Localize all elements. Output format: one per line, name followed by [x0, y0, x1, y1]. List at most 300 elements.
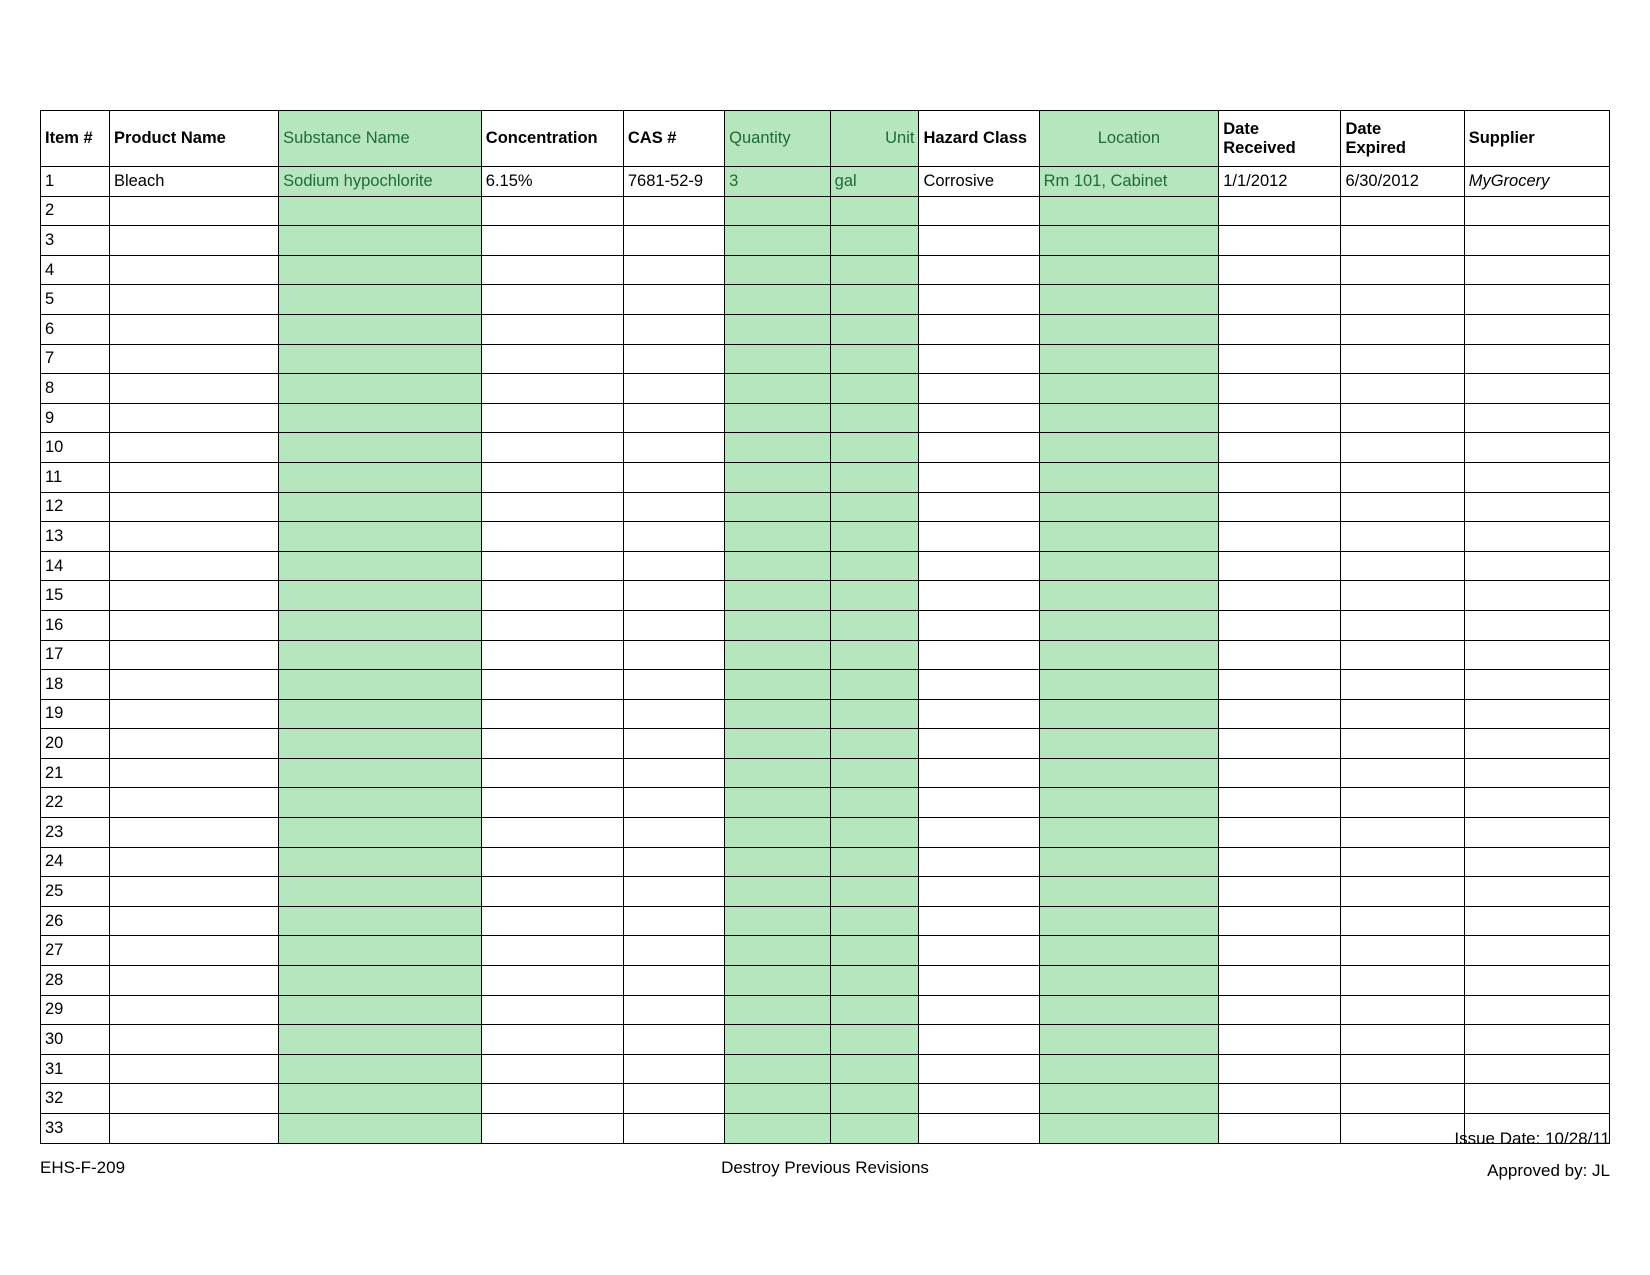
- cell-haz[interactable]: [919, 226, 1039, 256]
- cell-qty[interactable]: [725, 226, 831, 256]
- cell-loc[interactable]: [1039, 285, 1219, 315]
- cell-cas[interactable]: [623, 936, 724, 966]
- cell-drec[interactable]: [1219, 729, 1341, 759]
- cell-conc[interactable]: [481, 344, 623, 374]
- cell-loc[interactable]: [1039, 1025, 1219, 1055]
- cell-cas[interactable]: [623, 610, 724, 640]
- cell-loc[interactable]: [1039, 847, 1219, 877]
- cell-cas[interactable]: [623, 374, 724, 404]
- cell-drec[interactable]: [1219, 374, 1341, 404]
- cell-unit[interactable]: [830, 255, 919, 285]
- cell-supp[interactable]: [1464, 758, 1609, 788]
- cell-product[interactable]: [109, 610, 278, 640]
- cell-loc[interactable]: [1039, 255, 1219, 285]
- cell-haz[interactable]: [919, 758, 1039, 788]
- cell-drec[interactable]: [1219, 285, 1341, 315]
- cell-qty[interactable]: [725, 551, 831, 581]
- cell-drec[interactable]: [1219, 758, 1341, 788]
- cell-loc[interactable]: [1039, 522, 1219, 552]
- cell-unit[interactable]: gal: [830, 167, 919, 197]
- cell-dexp[interactable]: [1341, 640, 1464, 670]
- cell-conc[interactable]: [481, 462, 623, 492]
- cell-unit[interactable]: [830, 581, 919, 611]
- cell-supp[interactable]: [1464, 995, 1609, 1025]
- cell-qty[interactable]: [725, 581, 831, 611]
- cell-drec[interactable]: [1219, 936, 1341, 966]
- cell-qty[interactable]: [725, 729, 831, 759]
- cell-qty[interactable]: [725, 818, 831, 848]
- cell-loc[interactable]: [1039, 492, 1219, 522]
- cell-unit[interactable]: [830, 610, 919, 640]
- cell-supp[interactable]: [1464, 610, 1609, 640]
- cell-supp[interactable]: [1464, 522, 1609, 552]
- cell-haz[interactable]: [919, 551, 1039, 581]
- cell-cas[interactable]: [623, 1054, 724, 1084]
- cell-unit[interactable]: [830, 522, 919, 552]
- cell-qty[interactable]: [725, 374, 831, 404]
- cell-dexp[interactable]: [1341, 1084, 1464, 1114]
- cell-product[interactable]: [109, 433, 278, 463]
- cell-drec[interactable]: [1219, 966, 1341, 996]
- cell-drec[interactable]: [1219, 906, 1341, 936]
- cell-conc[interactable]: [481, 196, 623, 226]
- cell-conc[interactable]: [481, 433, 623, 463]
- cell-unit[interactable]: [830, 818, 919, 848]
- cell-haz[interactable]: [919, 255, 1039, 285]
- cell-dexp[interactable]: [1341, 818, 1464, 848]
- cell-qty[interactable]: [725, 314, 831, 344]
- cell-cas[interactable]: [623, 581, 724, 611]
- cell-subst[interactable]: [279, 670, 482, 700]
- cell-haz[interactable]: [919, 936, 1039, 966]
- cell-subst[interactable]: [279, 699, 482, 729]
- cell-qty[interactable]: [725, 196, 831, 226]
- cell-loc[interactable]: [1039, 877, 1219, 907]
- cell-product[interactable]: [109, 226, 278, 256]
- cell-cas[interactable]: [623, 492, 724, 522]
- cell-qty[interactable]: [725, 610, 831, 640]
- cell-haz[interactable]: [919, 877, 1039, 907]
- cell-supp[interactable]: [1464, 877, 1609, 907]
- cell-dexp[interactable]: [1341, 551, 1464, 581]
- cell-unit[interactable]: [830, 433, 919, 463]
- cell-dexp[interactable]: [1341, 581, 1464, 611]
- cell-conc[interactable]: [481, 906, 623, 936]
- cell-dexp[interactable]: [1341, 729, 1464, 759]
- cell-drec[interactable]: [1219, 196, 1341, 226]
- cell-subst[interactable]: [279, 433, 482, 463]
- cell-conc[interactable]: [481, 522, 623, 552]
- cell-qty[interactable]: [725, 1054, 831, 1084]
- cell-subst[interactable]: [279, 610, 482, 640]
- cell-qty[interactable]: [725, 1084, 831, 1114]
- cell-subst[interactable]: [279, 462, 482, 492]
- cell-drec[interactable]: [1219, 581, 1341, 611]
- cell-conc[interactable]: [481, 788, 623, 818]
- cell-cas[interactable]: [623, 462, 724, 492]
- cell-dexp[interactable]: [1341, 285, 1464, 315]
- cell-dexp[interactable]: [1341, 226, 1464, 256]
- cell-qty[interactable]: [725, 847, 831, 877]
- cell-dexp[interactable]: [1341, 492, 1464, 522]
- cell-product[interactable]: [109, 818, 278, 848]
- cell-loc[interactable]: [1039, 699, 1219, 729]
- cell-supp[interactable]: [1464, 226, 1609, 256]
- cell-product[interactable]: [109, 847, 278, 877]
- cell-drec[interactable]: [1219, 1054, 1341, 1084]
- cell-conc[interactable]: [481, 670, 623, 700]
- cell-subst[interactable]: [279, 581, 482, 611]
- cell-product[interactable]: [109, 551, 278, 581]
- cell-unit[interactable]: [830, 995, 919, 1025]
- cell-cas[interactable]: [623, 877, 724, 907]
- cell-supp[interactable]: [1464, 966, 1609, 996]
- cell-loc[interactable]: [1039, 995, 1219, 1025]
- cell-conc[interactable]: [481, 492, 623, 522]
- cell-qty[interactable]: [725, 492, 831, 522]
- cell-product[interactable]: Bleach: [109, 167, 278, 197]
- cell-conc[interactable]: [481, 966, 623, 996]
- cell-unit[interactable]: [830, 492, 919, 522]
- cell-cas[interactable]: [623, 847, 724, 877]
- cell-unit[interactable]: [830, 906, 919, 936]
- cell-supp[interactable]: [1464, 403, 1609, 433]
- cell-product[interactable]: [109, 314, 278, 344]
- cell-product[interactable]: [109, 285, 278, 315]
- cell-conc[interactable]: [481, 314, 623, 344]
- cell-conc[interactable]: [481, 877, 623, 907]
- cell-unit[interactable]: [830, 758, 919, 788]
- cell-supp[interactable]: [1464, 699, 1609, 729]
- cell-qty[interactable]: [725, 1025, 831, 1055]
- cell-unit[interactable]: [830, 966, 919, 996]
- cell-haz[interactable]: [919, 818, 1039, 848]
- cell-cas[interactable]: [623, 551, 724, 581]
- cell-drec[interactable]: [1219, 314, 1341, 344]
- cell-subst[interactable]: [279, 344, 482, 374]
- cell-dexp[interactable]: [1341, 670, 1464, 700]
- cell-product[interactable]: [109, 522, 278, 552]
- cell-haz[interactable]: [919, 1025, 1039, 1055]
- cell-loc[interactable]: [1039, 226, 1219, 256]
- cell-product[interactable]: [109, 403, 278, 433]
- cell-loc[interactable]: [1039, 610, 1219, 640]
- cell-drec[interactable]: [1219, 344, 1341, 374]
- cell-unit[interactable]: [830, 374, 919, 404]
- cell-loc[interactable]: [1039, 433, 1219, 463]
- cell-unit[interactable]: [830, 1025, 919, 1055]
- cell-loc[interactable]: [1039, 758, 1219, 788]
- cell-dexp[interactable]: [1341, 403, 1464, 433]
- cell-haz[interactable]: [919, 729, 1039, 759]
- cell-supp[interactable]: MyGrocery: [1464, 167, 1609, 197]
- cell-loc[interactable]: [1039, 462, 1219, 492]
- cell-cas[interactable]: [623, 758, 724, 788]
- cell-supp[interactable]: [1464, 492, 1609, 522]
- cell-drec[interactable]: [1219, 670, 1341, 700]
- cell-conc[interactable]: [481, 995, 623, 1025]
- cell-supp[interactable]: [1464, 344, 1609, 374]
- cell-unit[interactable]: [830, 226, 919, 256]
- cell-subst[interactable]: [279, 640, 482, 670]
- cell-subst[interactable]: [279, 995, 482, 1025]
- cell-haz[interactable]: [919, 1054, 1039, 1084]
- cell-drec[interactable]: [1219, 877, 1341, 907]
- cell-product[interactable]: [109, 344, 278, 374]
- cell-supp[interactable]: [1464, 433, 1609, 463]
- cell-qty[interactable]: [725, 522, 831, 552]
- cell-unit[interactable]: [830, 462, 919, 492]
- cell-qty[interactable]: [725, 640, 831, 670]
- cell-cas[interactable]: [623, 699, 724, 729]
- cell-unit[interactable]: [830, 285, 919, 315]
- cell-product[interactable]: [109, 1025, 278, 1055]
- cell-loc[interactable]: [1039, 344, 1219, 374]
- cell-product[interactable]: [109, 462, 278, 492]
- cell-supp[interactable]: [1464, 640, 1609, 670]
- cell-supp[interactable]: [1464, 1054, 1609, 1084]
- cell-qty[interactable]: [725, 285, 831, 315]
- cell-loc[interactable]: [1039, 1084, 1219, 1114]
- cell-dexp[interactable]: [1341, 966, 1464, 996]
- cell-drec[interactable]: [1219, 551, 1341, 581]
- cell-subst[interactable]: [279, 729, 482, 759]
- cell-subst[interactable]: Sodium hypochlorite: [279, 167, 482, 197]
- cell-supp[interactable]: [1464, 285, 1609, 315]
- cell-qty[interactable]: [725, 344, 831, 374]
- cell-conc[interactable]: 6.15%: [481, 167, 623, 197]
- cell-qty[interactable]: [725, 966, 831, 996]
- cell-unit[interactable]: [830, 314, 919, 344]
- cell-dexp[interactable]: [1341, 1054, 1464, 1084]
- cell-subst[interactable]: [279, 847, 482, 877]
- cell-drec[interactable]: [1219, 699, 1341, 729]
- cell-dexp[interactable]: [1341, 610, 1464, 640]
- cell-drec[interactable]: [1219, 522, 1341, 552]
- cell-subst[interactable]: [279, 255, 482, 285]
- cell-supp[interactable]: [1464, 196, 1609, 226]
- cell-dexp[interactable]: [1341, 699, 1464, 729]
- cell-subst[interactable]: [279, 966, 482, 996]
- cell-loc[interactable]: [1039, 640, 1219, 670]
- cell-product[interactable]: [109, 640, 278, 670]
- cell-haz[interactable]: [919, 492, 1039, 522]
- cell-unit[interactable]: [830, 936, 919, 966]
- cell-loc[interactable]: [1039, 670, 1219, 700]
- cell-dexp[interactable]: [1341, 1025, 1464, 1055]
- cell-cas[interactable]: [623, 1084, 724, 1114]
- cell-dexp[interactable]: [1341, 906, 1464, 936]
- cell-haz[interactable]: [919, 433, 1039, 463]
- cell-subst[interactable]: [279, 196, 482, 226]
- cell-qty[interactable]: [725, 788, 831, 818]
- cell-cas[interactable]: [623, 818, 724, 848]
- cell-product[interactable]: [109, 1084, 278, 1114]
- cell-unit[interactable]: [830, 1054, 919, 1084]
- cell-conc[interactable]: [481, 226, 623, 256]
- cell-conc[interactable]: [481, 403, 623, 433]
- cell-conc[interactable]: [481, 699, 623, 729]
- cell-haz[interactable]: [919, 966, 1039, 996]
- cell-unit[interactable]: [830, 403, 919, 433]
- cell-qty[interactable]: [725, 906, 831, 936]
- cell-unit[interactable]: [830, 729, 919, 759]
- cell-cas[interactable]: [623, 1025, 724, 1055]
- cell-unit[interactable]: [830, 1084, 919, 1114]
- cell-dexp[interactable]: [1341, 314, 1464, 344]
- cell-drec[interactable]: [1219, 255, 1341, 285]
- cell-drec[interactable]: [1219, 492, 1341, 522]
- cell-loc[interactable]: [1039, 729, 1219, 759]
- cell-qty[interactable]: [725, 936, 831, 966]
- cell-supp[interactable]: [1464, 551, 1609, 581]
- cell-dexp[interactable]: [1341, 433, 1464, 463]
- cell-dexp[interactable]: [1341, 788, 1464, 818]
- cell-product[interactable]: [109, 995, 278, 1025]
- cell-product[interactable]: [109, 670, 278, 700]
- cell-cas[interactable]: [623, 966, 724, 996]
- cell-loc[interactable]: [1039, 966, 1219, 996]
- cell-subst[interactable]: [279, 788, 482, 818]
- cell-cas[interactable]: [623, 255, 724, 285]
- cell-subst[interactable]: [279, 285, 482, 315]
- cell-cas[interactable]: [623, 906, 724, 936]
- cell-supp[interactable]: [1464, 670, 1609, 700]
- cell-loc[interactable]: [1039, 818, 1219, 848]
- cell-loc[interactable]: [1039, 1054, 1219, 1084]
- cell-unit[interactable]: [830, 788, 919, 818]
- cell-haz[interactable]: [919, 640, 1039, 670]
- cell-subst[interactable]: [279, 877, 482, 907]
- cell-dexp[interactable]: [1341, 462, 1464, 492]
- cell-qty[interactable]: [725, 670, 831, 700]
- cell-dexp[interactable]: [1341, 847, 1464, 877]
- cell-dexp[interactable]: [1341, 758, 1464, 788]
- cell-loc[interactable]: [1039, 403, 1219, 433]
- cell-unit[interactable]: [830, 877, 919, 907]
- cell-product[interactable]: [109, 581, 278, 611]
- cell-unit[interactable]: [830, 640, 919, 670]
- cell-supp[interactable]: [1464, 936, 1609, 966]
- cell-cas[interactable]: [623, 196, 724, 226]
- cell-conc[interactable]: [481, 758, 623, 788]
- cell-product[interactable]: [109, 877, 278, 907]
- cell-conc[interactable]: [481, 729, 623, 759]
- cell-dexp[interactable]: [1341, 877, 1464, 907]
- cell-qty[interactable]: 3: [725, 167, 831, 197]
- cell-haz[interactable]: [919, 462, 1039, 492]
- cell-drec[interactable]: [1219, 640, 1341, 670]
- cell-haz[interactable]: [919, 314, 1039, 344]
- cell-drec[interactable]: [1219, 462, 1341, 492]
- cell-subst[interactable]: [279, 492, 482, 522]
- cell-unit[interactable]: [830, 699, 919, 729]
- cell-drec[interactable]: [1219, 1084, 1341, 1114]
- cell-dexp[interactable]: [1341, 522, 1464, 552]
- cell-qty[interactable]: [725, 462, 831, 492]
- cell-unit[interactable]: [830, 196, 919, 226]
- cell-product[interactable]: [109, 699, 278, 729]
- cell-subst[interactable]: [279, 374, 482, 404]
- cell-conc[interactable]: [481, 1054, 623, 1084]
- cell-dexp[interactable]: [1341, 995, 1464, 1025]
- cell-haz[interactable]: [919, 670, 1039, 700]
- cell-product[interactable]: [109, 1054, 278, 1084]
- cell-drec[interactable]: [1219, 995, 1341, 1025]
- cell-haz[interactable]: [919, 285, 1039, 315]
- cell-drec[interactable]: [1219, 610, 1341, 640]
- cell-loc[interactable]: [1039, 788, 1219, 818]
- cell-qty[interactable]: [725, 758, 831, 788]
- cell-haz[interactable]: [919, 196, 1039, 226]
- cell-conc[interactable]: [481, 551, 623, 581]
- cell-cas[interactable]: [623, 995, 724, 1025]
- cell-cas[interactable]: [623, 433, 724, 463]
- cell-haz[interactable]: Corrosive: [919, 167, 1039, 197]
- cell-loc[interactable]: [1039, 936, 1219, 966]
- cell-product[interactable]: [109, 374, 278, 404]
- cell-qty[interactable]: [725, 877, 831, 907]
- cell-haz[interactable]: [919, 610, 1039, 640]
- cell-product[interactable]: [109, 255, 278, 285]
- cell-drec[interactable]: [1219, 433, 1341, 463]
- cell-cas[interactable]: [623, 788, 724, 818]
- cell-subst[interactable]: [279, 226, 482, 256]
- cell-dexp[interactable]: 6/30/2012: [1341, 167, 1464, 197]
- cell-drec[interactable]: [1219, 818, 1341, 848]
- cell-subst[interactable]: [279, 1054, 482, 1084]
- cell-product[interactable]: [109, 196, 278, 226]
- cell-product[interactable]: [109, 758, 278, 788]
- cell-conc[interactable]: [481, 1084, 623, 1114]
- cell-supp[interactable]: [1464, 1084, 1609, 1114]
- cell-supp[interactable]: [1464, 906, 1609, 936]
- cell-supp[interactable]: [1464, 818, 1609, 848]
- cell-conc[interactable]: [481, 818, 623, 848]
- cell-loc[interactable]: [1039, 906, 1219, 936]
- cell-cas[interactable]: [623, 729, 724, 759]
- cell-supp[interactable]: [1464, 374, 1609, 404]
- cell-qty[interactable]: [725, 699, 831, 729]
- cell-haz[interactable]: [919, 403, 1039, 433]
- cell-dexp[interactable]: [1341, 255, 1464, 285]
- cell-conc[interactable]: [481, 285, 623, 315]
- cell-drec[interactable]: [1219, 403, 1341, 433]
- cell-unit[interactable]: [830, 847, 919, 877]
- cell-qty[interactable]: [725, 433, 831, 463]
- cell-subst[interactable]: [279, 551, 482, 581]
- cell-unit[interactable]: [830, 344, 919, 374]
- cell-haz[interactable]: [919, 699, 1039, 729]
- cell-cas[interactable]: [623, 403, 724, 433]
- cell-product[interactable]: [109, 788, 278, 818]
- cell-haz[interactable]: [919, 522, 1039, 552]
- cell-conc[interactable]: [481, 847, 623, 877]
- cell-conc[interactable]: [481, 936, 623, 966]
- cell-haz[interactable]: [919, 847, 1039, 877]
- cell-supp[interactable]: [1464, 314, 1609, 344]
- cell-supp[interactable]: [1464, 729, 1609, 759]
- cell-subst[interactable]: [279, 403, 482, 433]
- cell-loc[interactable]: [1039, 374, 1219, 404]
- cell-haz[interactable]: [919, 1084, 1039, 1114]
- cell-haz[interactable]: [919, 788, 1039, 818]
- cell-haz[interactable]: [919, 906, 1039, 936]
- cell-cas[interactable]: [623, 314, 724, 344]
- cell-unit[interactable]: [830, 670, 919, 700]
- cell-dexp[interactable]: [1341, 374, 1464, 404]
- cell-haz[interactable]: [919, 581, 1039, 611]
